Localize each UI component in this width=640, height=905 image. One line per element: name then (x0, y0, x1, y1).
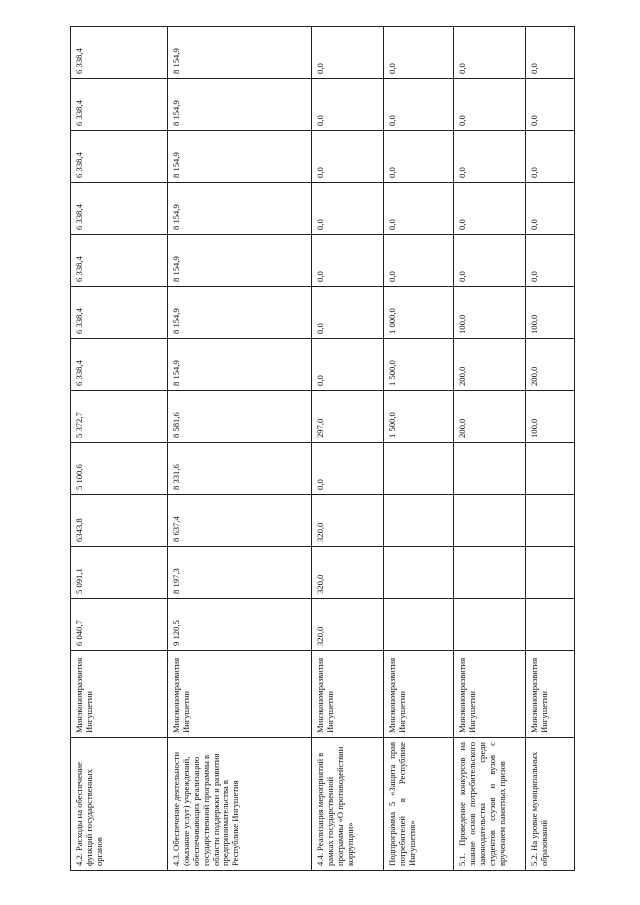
value-cell (454, 547, 526, 599)
value-cell: 100,0 (454, 287, 526, 339)
value-cell: 0,0 (312, 235, 384, 287)
value-cell: 0,0 (384, 131, 454, 183)
value-cell: 0,0 (312, 443, 384, 495)
value-cell: 0,0 (384, 183, 454, 235)
executor-cell: Минэкономразвития Ингушетии (526, 651, 575, 738)
value-cell (454, 443, 526, 495)
value-cell: 0,0 (526, 131, 575, 183)
value-cell (454, 599, 526, 651)
value-cell: 0,0 (526, 235, 575, 287)
row-name-cell: 5.2. На уровне муниципальных образований (526, 738, 575, 871)
value-cell: 8 581,6 (168, 391, 312, 443)
executor-cell: Минэкономразвития Ингушетии (312, 651, 384, 738)
value-cell: 320,0 (312, 547, 384, 599)
value-cell: 8 197,3 (168, 547, 312, 599)
value-cell: 1 500,0 (384, 391, 454, 443)
value-cell (384, 599, 454, 651)
value-cell: 0,0 (454, 79, 526, 131)
value-cell: 200,0 (526, 339, 575, 391)
value-cell: 6 338,4 (71, 27, 168, 79)
value-cell: 0,0 (312, 131, 384, 183)
value-cell: 0,0 (526, 79, 575, 131)
value-cell: 6 040,7 (71, 599, 168, 651)
value-cell (384, 495, 454, 547)
value-cell: 6 338,4 (71, 339, 168, 391)
value-cell (384, 443, 454, 495)
value-cell (526, 599, 575, 651)
executor-cell: Минэкономразвития Ингушетии (168, 651, 312, 738)
value-cell: 5 372,7 (71, 391, 168, 443)
executor-cell: Минэкономразвития Ингушетии (454, 651, 526, 738)
value-cell: 320,0 (312, 495, 384, 547)
value-cell: 8 154,9 (168, 131, 312, 183)
value-cell: 6 338,4 (71, 183, 168, 235)
value-cell: 8 154,9 (168, 79, 312, 131)
row-name-cell: 4.3. Обеспечение деятельности (оказание услуг) учреждений, обеспечивающих реализацию государственной программы в области поддержки и развития предпринимательства в Республике Ингушетия (168, 738, 312, 871)
value-cell: 8 154,9 (168, 287, 312, 339)
value-cell: 0,0 (526, 183, 575, 235)
executor-cell: Минэкономразвития Ингушетии (71, 651, 168, 738)
value-cell (384, 547, 454, 599)
table-row (454, 27, 526, 871)
value-cell: 1 500,0 (384, 339, 454, 391)
table-row (526, 27, 575, 871)
row-name-cell: Подпрограмма 5 «Защита прав потребителей в Республике Ингушетия» (384, 738, 454, 871)
value-cell: 0,0 (312, 79, 384, 131)
value-cell: 0,0 (526, 27, 575, 79)
value-cell: 200,0 (454, 391, 526, 443)
table-row (71, 27, 168, 871)
value-cell: 0,0 (312, 183, 384, 235)
value-cell (454, 495, 526, 547)
value-cell: 100,0 (526, 287, 575, 339)
value-cell: 8 331,6 (168, 443, 312, 495)
value-cell: 9 120,5 (168, 599, 312, 651)
value-cell: 8 154,9 (168, 339, 312, 391)
value-cell: 8 154,9 (168, 27, 312, 79)
value-cell: 0,0 (312, 339, 384, 391)
value-cell: 6 338,4 (71, 287, 168, 339)
value-cell: 1 000,0 (384, 287, 454, 339)
value-cell: 6343,8 (71, 495, 168, 547)
value-cell (526, 495, 575, 547)
row-name-cell: 5.1. Проведение конкурсов на знание основ потребительского законодательства среди студентов ссузов и вузов с вручением памятных призов (454, 738, 526, 871)
value-cell: 0,0 (454, 235, 526, 287)
value-cell: 8 154,9 (168, 235, 312, 287)
value-cell: 8 637,4 (168, 495, 312, 547)
value-cell: 5 091,1 (71, 547, 168, 599)
value-cell: 0,0 (454, 131, 526, 183)
value-cell: 297,0 (312, 391, 384, 443)
budget-table (70, 26, 575, 871)
value-cell: 0,0 (454, 27, 526, 79)
value-cell: 320,0 (312, 599, 384, 651)
value-cell (526, 547, 575, 599)
table-row (384, 27, 454, 871)
value-cell: 0,0 (312, 287, 384, 339)
value-cell: 200,0 (454, 339, 526, 391)
value-cell: 5 100,6 (71, 443, 168, 495)
value-cell: 6 338,4 (71, 79, 168, 131)
executor-cell: Минэкономразвития Ингушетии (384, 651, 454, 738)
value-cell: 0,0 (384, 235, 454, 287)
value-cell: 8 154,9 (168, 183, 312, 235)
value-cell: 6 338,4 (71, 235, 168, 287)
value-cell: 0,0 (384, 79, 454, 131)
row-name-cell: 4.4. Реализация мероприятий в рамках государственной программы «О противодействии коррупции» (312, 738, 384, 871)
value-cell: 100,0 (526, 391, 575, 443)
value-cell: 0,0 (312, 27, 384, 79)
value-cell: 6 338,4 (71, 131, 168, 183)
value-cell (526, 443, 575, 495)
rotated-page (70, 27, 575, 871)
table-row (168, 27, 312, 871)
row-name-cell: 4.2. Расходы на обеспечение функций государственных органов (71, 738, 168, 871)
value-cell: 0,0 (454, 183, 526, 235)
table-row (312, 27, 384, 871)
value-cell: 0,0 (384, 27, 454, 79)
